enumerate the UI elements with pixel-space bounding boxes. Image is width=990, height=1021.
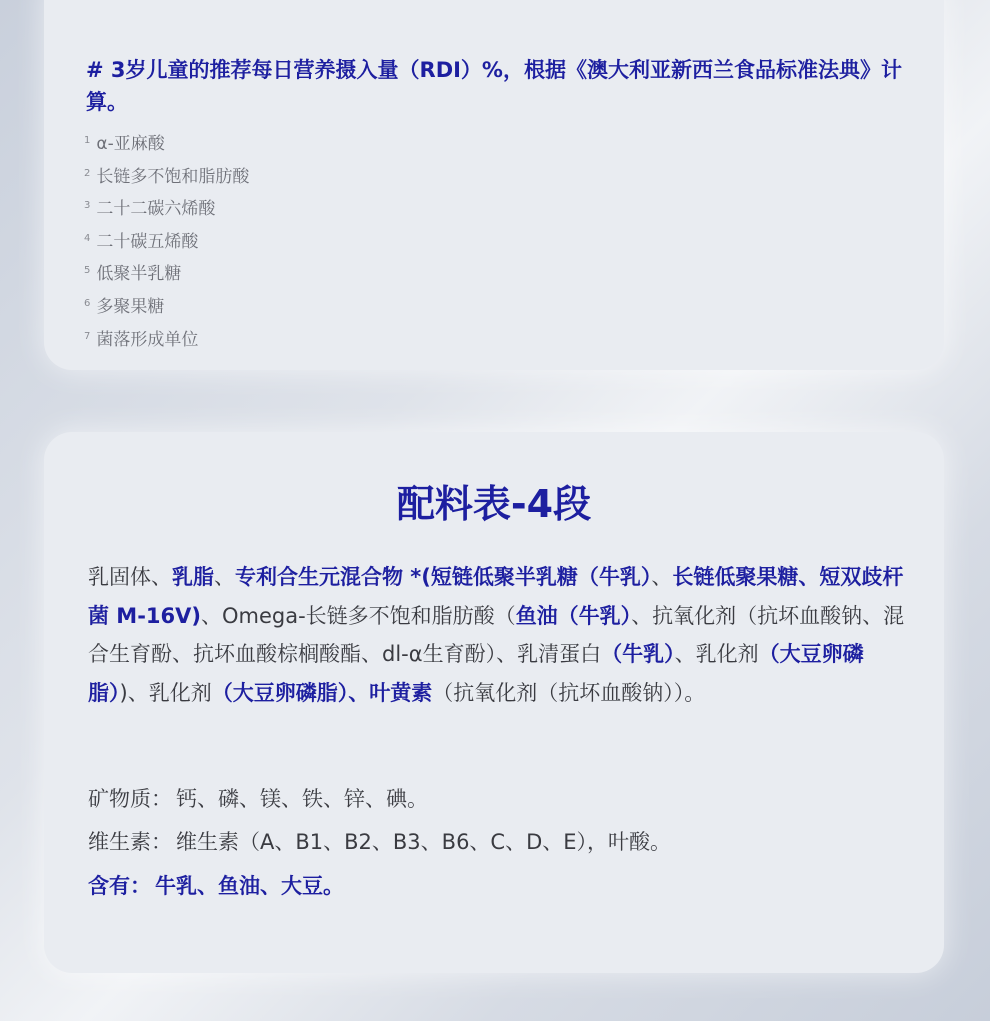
ingredients-paragraph: [88, 558, 918, 712]
footnote-list: [84, 125, 249, 353]
allergens-line: [88, 871, 918, 901]
allergens-value: 牛乳、鱼油、大豆。: [155, 874, 344, 898]
ingredient-segment: 乳固体、: [88, 565, 172, 589]
ingredients-card: [44, 432, 944, 973]
rdi-note: # 3岁儿童的推荐每日营养摄入量（RDI）%，根据《澳大利亚新西兰食品标准法典》计算。: [86, 58, 902, 114]
ingredient-segment: 鱼油（牛乳）: [515, 603, 632, 628]
vitamins-value: 维生素（A、B1、B2、B3、B6、C、D、E），叶酸。: [176, 830, 672, 854]
ingredient-segment: （大豆卵磷脂）: [88, 642, 864, 705]
footnote-item: $^3$ 二十二碳六烯酸: [84, 199, 216, 220]
vitamins-line: [88, 827, 918, 857]
ingredient-segment: )、乳化剂: [119, 680, 212, 705]
allergens-label: 含有：: [88, 874, 151, 898]
ingredient-segment: 专利合生元混合物 *(短链低聚半乳糖（牛乳）: [235, 565, 652, 589]
footnote-card: [44, 0, 944, 370]
ingredient-segment: 长链低聚果糖、短双歧杆菌 M-16V): [88, 565, 904, 628]
footnote-item: $^6$ 多聚果糖: [84, 296, 165, 317]
minerals-line: [88, 784, 918, 814]
ingredient-segment: 乳脂: [172, 565, 214, 589]
ingredient-segment: （抗氧化剂（抗坏血酸钠））。: [432, 680, 706, 705]
footnote-item: $^5$ 低聚半乳糖: [84, 264, 182, 285]
ingredient-segment: 、Omega-长链多不饱和脂肪酸（: [201, 603, 516, 628]
ingredient-segment: 、乳化剂: [674, 642, 759, 667]
ingredient-segment: （大豆卵磷脂）、叶黄素: [211, 680, 433, 705]
ingredient-segment: （牛乳）: [601, 642, 675, 667]
footnote-item: $^2$ 长链多不饱和脂肪酸: [84, 166, 250, 187]
ingredient-segment: 、: [214, 565, 235, 589]
ingredient-segment: 、抗氧化剂（抗坏血酸钠、混合生育酚、抗坏血酸棕榈酸酯、dl-α生育酚）、乳清蛋白: [88, 603, 905, 667]
footnote-item: $^7$ 菌落形成单位: [84, 329, 199, 350]
minerals-label: 矿物质：: [88, 787, 172, 811]
minerals-value: 钙、磷、镁、铁、锌、碘。: [176, 787, 428, 811]
footnote-item: $^1$ α-亚麻酸: [84, 134, 165, 154]
footnote-item: $^4$ 二十碳五烯酸: [84, 231, 199, 252]
ingredients-title: 配料表-4段: [396, 482, 592, 526]
vitamins-label: 维生素：: [88, 830, 172, 854]
ingredient-segment: 、: [651, 565, 673, 589]
